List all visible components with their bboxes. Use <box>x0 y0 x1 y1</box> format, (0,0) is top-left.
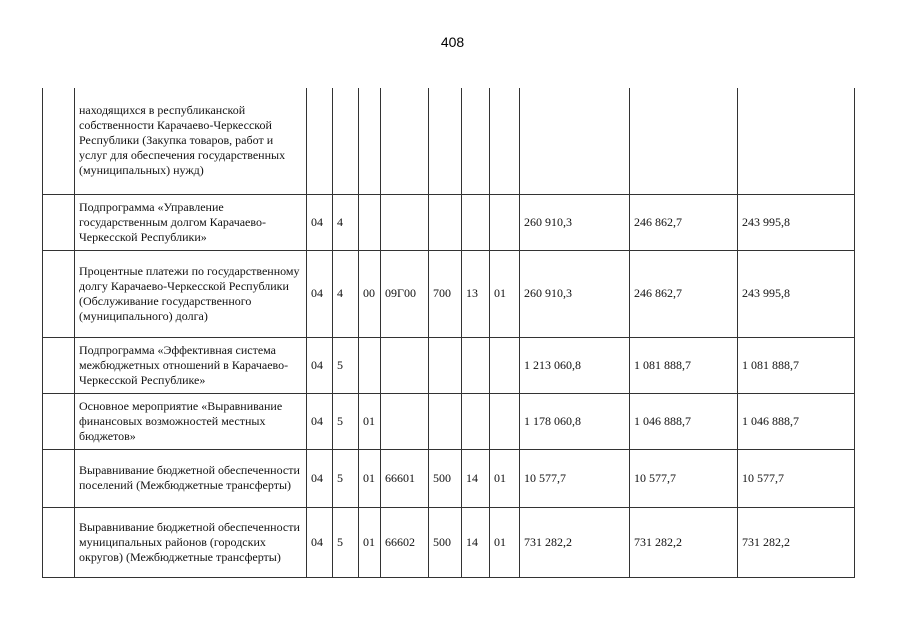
code-cell-c4: 09Г00 <box>381 250 429 337</box>
amount-cell-v2 <box>630 88 738 194</box>
code-cell-c5 <box>429 393 462 449</box>
code-cell-c3 <box>359 337 381 393</box>
description-cell: Основное мероприятие «Выравнивание финансовых возможностей местных бюджетов» <box>75 393 307 449</box>
code-cell-c7 <box>490 194 520 250</box>
code-cell-c7: 01 <box>490 250 520 337</box>
page-number: 408 <box>440 34 465 50</box>
row-index-cell <box>43 393 75 449</box>
code-cell-c6: 14 <box>462 449 490 507</box>
amount-cell-v3 <box>738 88 855 194</box>
code-cell-c6: 13 <box>462 250 490 337</box>
table-row <box>43 393 855 449</box>
amount-cell-v1: 260 910,3 <box>520 250 630 337</box>
table-row <box>43 337 855 393</box>
code-cell-c3: 01 <box>359 507 381 577</box>
code-cell-c4 <box>381 194 429 250</box>
row-index-cell <box>43 194 75 250</box>
amount-cell-v2: 246 862,7 <box>630 194 738 250</box>
row-index-cell <box>43 88 75 194</box>
amount-cell-v1: 260 910,3 <box>520 194 630 250</box>
code-cell-c1: 04 <box>307 393 333 449</box>
code-cell-c3: 00 <box>359 250 381 337</box>
code-cell-c7: 01 <box>490 507 520 577</box>
amount-cell-v3: 243 995,8 <box>738 250 855 337</box>
code-cell-c5: 500 <box>429 507 462 577</box>
code-cell-c6 <box>462 88 490 194</box>
budget-table <box>42 88 855 578</box>
amount-cell-v1: 1 213 060,8 <box>520 337 630 393</box>
amount-cell-v2: 1 046 888,7 <box>630 393 738 449</box>
code-cell-c1: 04 <box>307 507 333 577</box>
code-cell-c4 <box>381 393 429 449</box>
description-cell: Подпрограмма «Эффективная система межбюджетных отношений в Карачаево-Черкесской Республике» <box>75 337 307 393</box>
amount-cell-v3: 10 577,7 <box>738 449 855 507</box>
code-cell-c5 <box>429 194 462 250</box>
code-cell-c5: 700 <box>429 250 462 337</box>
code-cell-c2: 4 <box>333 250 359 337</box>
row-index-cell <box>43 507 75 577</box>
code-cell-c4 <box>381 337 429 393</box>
code-cell-c1: 04 <box>307 449 333 507</box>
code-cell-c1: 04 <box>307 250 333 337</box>
amount-cell-v2: 10 577,7 <box>630 449 738 507</box>
code-cell-c7 <box>490 337 520 393</box>
amount-cell-v1: 10 577,7 <box>520 449 630 507</box>
code-cell-c3 <box>359 88 381 194</box>
description-cell: Выравнивание бюджетной обеспеченности поселений (Межбюджетные трансферты) <box>75 449 307 507</box>
code-cell-c3 <box>359 194 381 250</box>
description-cell: Выравнивание бюджетной обеспеченности муниципальных районов (городских округов) (Межбюджетные трансферты) <box>75 507 307 577</box>
code-cell-c5 <box>429 88 462 194</box>
code-cell-c6 <box>462 393 490 449</box>
table-row <box>43 88 855 194</box>
code-cell-c6: 14 <box>462 507 490 577</box>
amount-cell-v3: 731 282,2 <box>738 507 855 577</box>
amount-cell-v3: 1 081 888,7 <box>738 337 855 393</box>
row-index-cell <box>43 337 75 393</box>
code-cell-c2: 5 <box>333 449 359 507</box>
row-index-cell <box>43 250 75 337</box>
code-cell-c7 <box>490 88 520 194</box>
code-cell-c2: 5 <box>333 507 359 577</box>
description-cell: Процентные платежи по государственному долгу Карачаево-Черкесской Республики (Обслуживание государственного (муниципального) долга) <box>75 250 307 337</box>
code-cell-c1: 04 <box>307 337 333 393</box>
description-cell: Подпрограмма «Управление государственным долгом Карачаево-Черкесской Республики» <box>75 194 307 250</box>
table-row <box>43 250 855 337</box>
code-cell-c4 <box>381 88 429 194</box>
code-cell-c4: 66602 <box>381 507 429 577</box>
code-cell-c6 <box>462 194 490 250</box>
amount-cell-v3: 1 046 888,7 <box>738 393 855 449</box>
amount-cell-v3: 243 995,8 <box>738 194 855 250</box>
amount-cell-v2: 731 282,2 <box>630 507 738 577</box>
table-row <box>43 194 855 250</box>
code-cell-c1 <box>307 88 333 194</box>
code-cell-c4: 66601 <box>381 449 429 507</box>
amount-cell-v1 <box>520 88 630 194</box>
description-cell: находящихся в республиканской собственности Карачаево-Черкесской Республики (Закупка товаров, работ и услуг для обеспечения государственных (муниципальных) нужд) <box>75 88 307 194</box>
table-row <box>43 449 855 507</box>
code-cell-c6 <box>462 337 490 393</box>
amount-cell-v2: 246 862,7 <box>630 250 738 337</box>
code-cell-c5: 500 <box>429 449 462 507</box>
code-cell-c3: 01 <box>359 449 381 507</box>
amount-cell-v1: 1 178 060,8 <box>520 393 630 449</box>
amount-cell-v1: 731 282,2 <box>520 507 630 577</box>
code-cell-c2: 5 <box>333 337 359 393</box>
code-cell-c2 <box>333 88 359 194</box>
table-row <box>43 507 855 577</box>
code-cell-c7: 01 <box>490 449 520 507</box>
code-cell-c1: 04 <box>307 194 333 250</box>
row-index-cell <box>43 449 75 507</box>
code-cell-c2: 4 <box>333 194 359 250</box>
amount-cell-v2: 1 081 888,7 <box>630 337 738 393</box>
code-cell-c7 <box>490 393 520 449</box>
code-cell-c3: 01 <box>359 393 381 449</box>
code-cell-c5 <box>429 337 462 393</box>
code-cell-c2: 5 <box>333 393 359 449</box>
